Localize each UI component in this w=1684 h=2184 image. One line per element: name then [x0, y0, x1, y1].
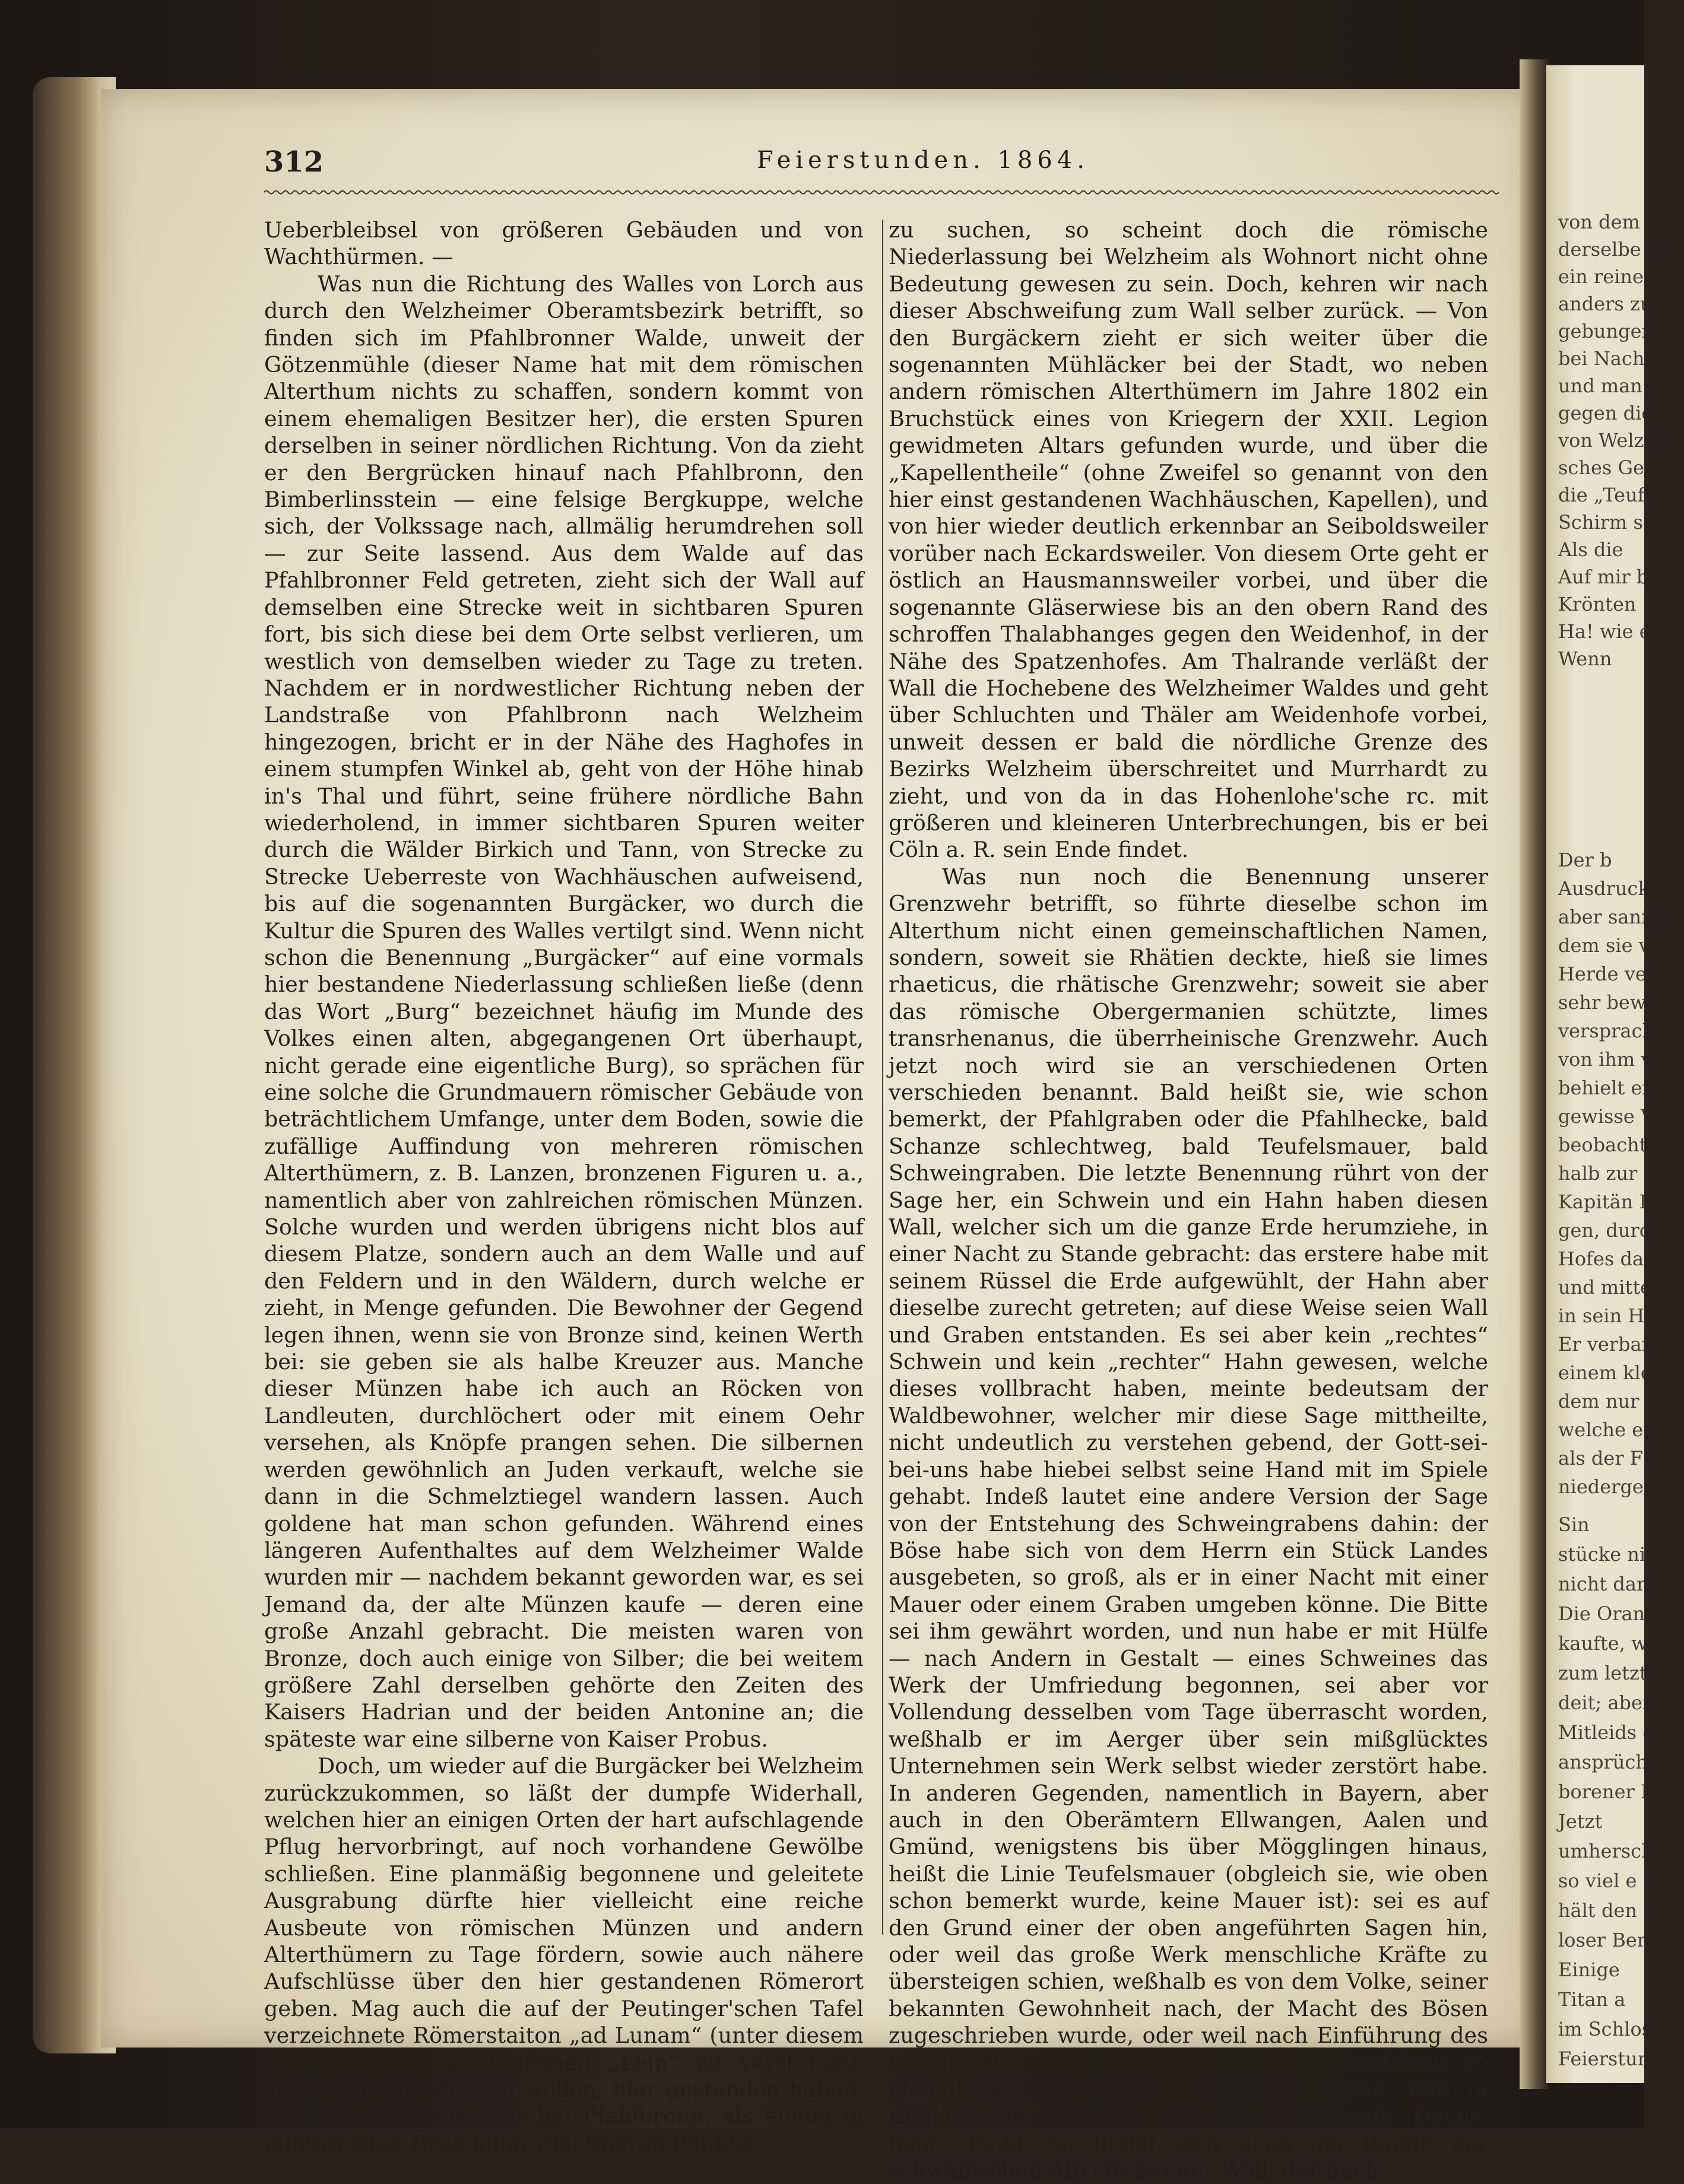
right-text-column — [889, 217, 1488, 2184]
facing-page-text-fragment: Wenn — [1558, 647, 1612, 670]
facing-page-text-fragment: gegen die M — [1558, 402, 1679, 424]
facing-page-text-fragment: anders zu — [1558, 293, 1653, 315]
facing-page-text-fragment: so viel e — [1558, 1869, 1637, 1892]
facing-page-text-fragment: Herde vertr — [1558, 963, 1673, 985]
facing-page-text-fragment: borener Ed — [1558, 1780, 1667, 1803]
facing-page-text-fragment: derselbe ebe — [1558, 238, 1682, 261]
facing-page-text-fragment: im Schloss — [1558, 2018, 1661, 2040]
facing-page-text-fragment: als der F — [1558, 1447, 1643, 1469]
facing-page-text-fragment: zum letzten — [1558, 1662, 1671, 1684]
facing-page-text-fragment: Ha! wie e — [1558, 620, 1651, 643]
facing-page-text-fragment: die „Teufels — [1558, 484, 1672, 506]
facing-page-text-fragment: nicht dara — [1558, 1573, 1657, 1595]
facing-page-text-fragment: sehr bewe — [1558, 991, 1658, 1014]
header-wavy-rule — [264, 189, 1499, 196]
facing-page-text-fragment: versprach — [1558, 1020, 1655, 1042]
facing-page-text-fragment: einem klein — [1558, 1361, 1670, 1384]
facing-page-text-fragment: gebungen m — [1558, 320, 1678, 342]
facing-page-text-fragment: Feierstun — [1558, 2048, 1650, 2070]
facing-page-text-fragment: sches Gewan — [1558, 456, 1684, 479]
facing-page-text-fragment: deit; aber — [1558, 1691, 1652, 1714]
facing-page-text-fragment: aber sanfte — [1558, 906, 1667, 928]
book-gutter — [1520, 59, 1549, 2089]
facing-page-text-fragment: behielt er — [1558, 1077, 1651, 1099]
facing-page-text-fragment: in sein Ha — [1558, 1304, 1656, 1327]
facing-page-edge — [1546, 65, 1684, 2083]
facing-page-text-fragment: gen, durch — [1558, 1219, 1663, 1242]
facing-page-text-fragment: und mittel — [1558, 1276, 1658, 1299]
column-divider — [882, 220, 883, 1935]
facing-page-text-fragment: Krönten — [1558, 593, 1637, 615]
paragraph: Doch, um wieder auf die Burgäcker bei Welzheim zurückzukommen, so läßt der dumpfe Widerhall, welchen hier an einigen Orten der hart aufschlagende Pflug hervorbringt, auf noch vorhandene Gewölbe schließen. Eine planmäßig begonnene und geleitete Ausgrabung dürfte hier vielleicht eine reiche Ausbeute von römischen Münzen und andern Alterthümern zu Tage fördern, sowie auch nähere Aufschlüsse über den hier gestandenen Römerort geben. Mag auch die auf der Peutinger'schen Tafel verzeichnete Römerstaiton „ad Lunam“ (unter diesem Namen wäre das Flüßchen „Lein“ zu verstehen), nicht, wie die Meisten wollen, hier gestanden haben, sondern vielleicht eher bei Pfahlbronn, als einem in militärischer Beziehung wichtigeren Punkte, — [264, 1753, 864, 2156]
facing-page-text-fragment: und man u — [1558, 374, 1661, 397]
paragraph: Ueberbleibsel von größeren Gebäuden und von Wachthürmen. — — [264, 217, 864, 270]
facing-page-text-fragment: welche er — [1558, 1418, 1653, 1441]
facing-page-text-fragment: von dem B — [1558, 211, 1660, 233]
facing-page-text-fragment: gewisse Vor — [1558, 1105, 1673, 1128]
facing-page-text-fragment: stücke nic — [1558, 1543, 1657, 1566]
facing-page-text-fragment: Als die — [1558, 538, 1623, 561]
paragraph: Was nun noch die Benennung unserer Grenzwehr betrifft, so führte dieselbe schon im Alterthum nicht einen gemeinschaftlichen Namen, sondern, soweit sie Rhätien deckte, hieß sie limes rhaeticus, die rhätische Grenzwehr; soweit sie aber das römische Obergermanien schützte, limes transrhenanus, die überrheinische Grenzwehr. Auch jetzt noch wird sie an verschiedenen Orten verschieden benannt. Bald heißt sie, wie schon bemerkt, der Pfahlgraben oder die Pfahlhecke, bald Schanze schlechtweg, bald Teufelsmauer, bald Schweingraben. Die letzte Benennung rührt von der Sage her, ein Schwein und ein Hahn haben diesen Wall, welcher sich um die ganze Erde herumziehe, in einer Nacht zu Stande gebracht: das erstere habe mit seinem Rüssel die Erde aufgewühlt, der Hahn aber dieselbe zurecht getreten; auf diese Weise seien Wall und Graben entstanden. Es sei aber kein „rechtes“ Schwein und kein „rechter“ Hahn gewesen, welche dieses vollbracht haben, meinte bedeutsam der Waldbewohner, welcher mir diese Sage mittheilte, nicht undeutlich zu verstehen gebend, der Gott-sei-bei-uns habe hiebei selbst seine Hand mit im Spiele gehabt. Indeß lautet eine andere Version der Sage von der Entstehung des Schweingrabens dahin: der Böse habe sich von dem Herrn ein Stück Landes ausgebeten, so groß, als er in einer Nacht mit einer Mauer oder einem Graben umgeben könne. Die Bitte sei ihm gewährt worden, und nun habe er mit Hülfe — nach Andern in Gestalt — eines Schweines das Werk der Umfriedung begonnen, sei aber vor Vollendung desselben vom Tage überrascht worden, weßhalb er im Aerger über sein mißglücktes Unternehmen sein Werk selbst wieder zerstört habe. In anderen Gegenden, namentlich in Bayern, aber auch in den Oberämtern Ellwangen, Aalen und Gmünd, wenigstens bis über Mögglingen hinaus, heißt die Linie Teufelsmauer (obgleich sie, wie oben schon bemerkt wurde, keine Mauer ist): sei es auf den Grund einer der oben angeführten Sagen hin, oder weil das große Werk menschliche Kräfte zu übersteigen schien, weßhalb es von dem Volke, seiner bekannten Gewohnheit nach, der Macht des Bösen zugeschrieben wurde, oder weil nach Einführung des Christenthums Heiden- und Teufelswerke gleichbedeutend waren. Abgesehen davon, daß in England ein ähnlicher Wall die Teufelsbank (Devils-banc) heißt, so findet sich oben am Rande der schwäbischen Alp ein zweiter Wall, der auch — [889, 864, 1488, 2183]
page-number: 312 — [264, 145, 324, 179]
facing-page-text-fragment: umherschlei — [1558, 1840, 1677, 1862]
facing-page-text-fragment: Die Orang — [1558, 1602, 1657, 1625]
facing-page-text-fragment: Kapitän F — [1558, 1191, 1653, 1213]
left-text-column — [264, 217, 864, 2157]
paragraph: Was nun die Richtung des Walles von Lorch aus durch den Welzheimer Oberamtsbezirk betrifft, so finden sich im Pfahlbronner Walde, unweit der Götzenmühle (dieser Name hat mit dem römischen Alterthum nichts zu schaffen, sondern kommt von einem ehemaligen Besitzer her), die ersten Spuren derselben in seiner nördlichen Richtung. Von da zieht er den Bergrücken hinauf nach Pfahlbronn, den Bimberlinsstein — eine felsige Bergkuppe, welche sich, der Volkssage nach, allmälig herumdrehen soll — zur Seite lassend. Aus dem Walde auf das Pfahlbronner Feld getreten, zieht sich der Wall auf demselben eine Strecke weit in sichtbaren Spuren fort, bis sich diese bei dem Orte selbst verlieren, um westlich von demselben wieder zu Tage zu treten. Nachdem er in nordwestlicher Richtung neben der Landstraße von Pfahlbronn nach Welzheim hingezogen, bricht er in der Nähe des Haghofes in einem stumpfen Winkel ab, geht von der Höhe hinab in's Thal und führt, seine frühere nördliche Bahn wiederholend, in immer sichtbaren Spuren weiter durch die Wälder Birkich und Tann, von Strecke zu Strecke Ueberreste von Wachhäuschen aufweisend, bis auf die sogenannten Burgäcker, wo durch die Kultur die Spuren des Walles vertilgt sind. Wenn nicht schon die Benennung „Burgäcker“ auf eine vormals hier bestandene Niederlassung schließen ließe (denn das Wort „Burg“ bezeichnet häufig im Munde des Volkes einen alten, abgegangenen Ort überhaupt, nicht gerade eine eigentliche Burg), so sprächen für eine solche die Grundmauern römischer Gebäude von beträchtlichem Umfange, unter dem Boden, sowie die zufällige Auffindung von mehreren römischen Alterthümern, z. B. Lanzen, bronzenen Figuren u. a., namentlich aber von zahlreichen römischen Münzen. Solche wurden und werden übrigens nicht blos auf diesem Platze, sondern auch an dem Walle und auf den Feldern und in den Wäldern, durch welche er zieht, in Menge gefunden. Die Bewohner der Gegend legen ihnen, wenn sie von Bronze sind, keinen Werth bei: sie geben sie als halbe Kreuzer aus. Manche dieser Münzen habe ich auch an Röcken von Landleuten, durchlöchert oder mit einem Oehr versehen, als Knöpfe prangen sehen. Die silbernen werden gewöhnlich an Juden verkauft, welche sie dann in die Schmelztiegel wandern lassen. Auch goldene hat man schon gefunden. Während eines längeren Aufenthaltes auf dem Welzheimer Walde wurden mir — nachdem bekannt geworden war, es sei Jemand da, der alte Münzen kaufe — deren eine große Anzahl gebracht. Die meisten waren von Bronze, doch auch einige von Silber; die bei weitem größere Zahl derselben gehörte den Zeiten des Kaisers Hadrian und der beiden Antonine an; die späteste war eine silberne von Kaiser Probus. — [264, 271, 864, 1752]
facing-page-text-fragment: von Welzhei — [1558, 429, 1674, 452]
facing-page-text-fragment: ansprüchen — [1558, 1751, 1672, 1773]
facing-page-text-fragment: Hofes da — [1558, 1247, 1644, 1270]
running-title: Feierstunden. 1864. — [757, 147, 1089, 174]
facing-page-text-fragment: dem nur e — [1558, 1390, 1657, 1412]
facing-page-text-fragment: Einige — [1558, 1958, 1620, 1981]
facing-page-text-fragment: Mitleids e — [1558, 1721, 1654, 1744]
facing-page-text-fragment: bei Nacht f — [1558, 347, 1666, 370]
facing-page-text-fragment: Sin — [1558, 1513, 1590, 1536]
facing-page-text-fragment: loser Bemi — [1558, 1929, 1661, 1951]
facing-page-text-fragment: dem sie vo — [1558, 934, 1661, 957]
facing-page-text-fragment: beobachten, — [1558, 1134, 1677, 1156]
facing-page-text-fragment: Jetzt — [1558, 1810, 1603, 1833]
paragraph: zu suchen, so scheint doch die römische Niederlassung bei Welzheim als Wohnort nicht ohne Bedeutung gewesen zu sein. Doch, kehren wir nach dieser Abschweifung zum Wall selber zurück. — Von den Burgäckern zieht er sich weiter über die sogenannten Mühläcker bei der Stadt, wo neben andern römischen Alterthümern im Jahre 1802 ein Bruchstück eines von Kriegern der XXII. Legion gewidmeten Altars gefunden wurde, und über die „Kapellentheile“ (ohne Zweifel so genannt von den hier einst gestandenen Wachhäuschen, Kapellen), und von hier wieder deutlich erkennbar an Seiboldsweiler vorüber nach Eckardsweiler. Von diesem Orte geht er östlich an Hausmannsweiler vorbei, und über die sogenannte Gläserwiese bis an den obern Rand des schroffen Thalabhanges gegen den Weidenhof, in der Nähe des Spatzenhofes. Am Thalrande verläßt der Wall die Hochebene des Welzheimer Waldes und geht über Schluchten und Thäler am Weidenhofe vorbei, unweit dessen er bald die nördliche Grenze des Bezirks Welzheim überschreitet und Murrhardt zu zieht, und von da in das Hohenlohe'sche rc. mit größeren und kleineren Unterbrechungen, bis er bei Cöln a. R. sein Ende findet. — [889, 217, 1488, 863]
facing-page-text-fragment: Titan a — [1558, 1988, 1626, 2011]
facing-page-text-fragment: Der b — [1558, 849, 1612, 871]
facing-page-text-fragment: Ausdruck h — [1558, 877, 1668, 900]
facing-page-text-fragment: niedergela — [1558, 1475, 1661, 1498]
facing-page-text-fragment: kaufte, wu — [1558, 1632, 1660, 1655]
facing-page-text-fragment: Schirm sein — [1558, 511, 1673, 534]
facing-page-text-fragment: Er verbarg — [1558, 1333, 1663, 1356]
facing-page-text-fragment: von ihm v — [1558, 1048, 1652, 1071]
facing-page-text-fragment: halb zur B — [1558, 1162, 1658, 1185]
facing-page-text-fragment: Auf mir bli — [1558, 566, 1661, 588]
facing-page-text-fragment: ein reiner ( — [1558, 265, 1666, 288]
page-header — [264, 145, 1499, 187]
facing-page-text-fragment: hält den — [1558, 1899, 1637, 1922]
